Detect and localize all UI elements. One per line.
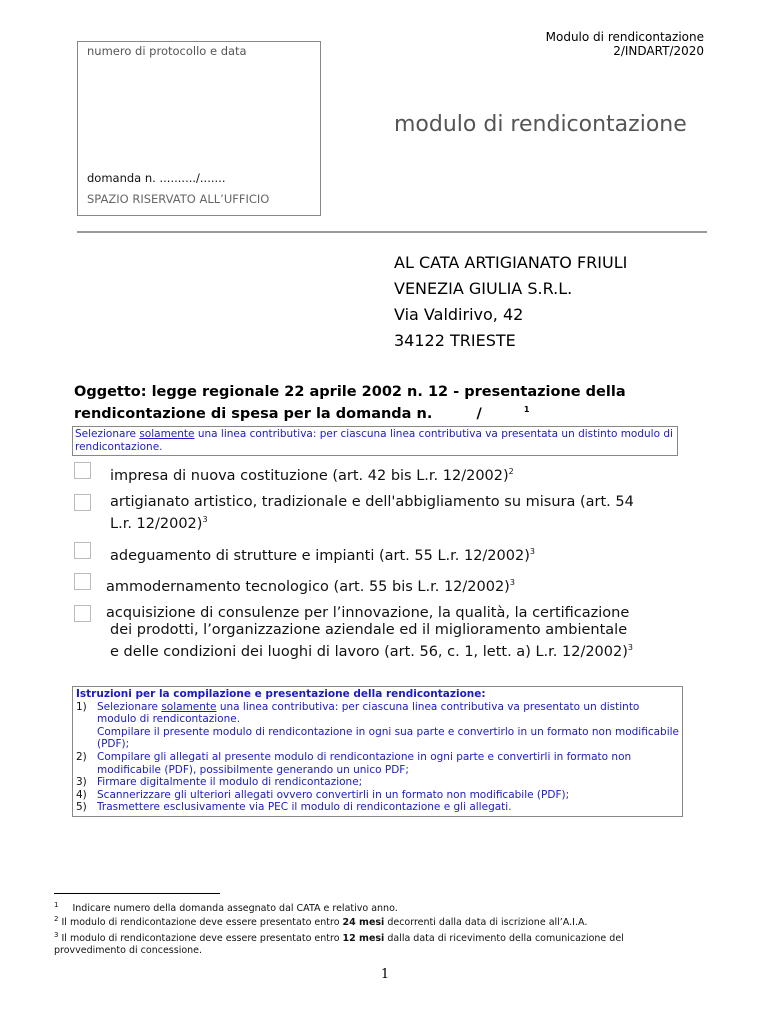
option-text: ammodernamento tecnologico (art. 55 bis L.r. 12/2002) [106, 578, 510, 595]
instruction-text: una linea contributiva: per ciascuna linea contributiva va presentato un distinto modulo di rendicontazione. [97, 700, 640, 726]
footnote-ref: 2 [508, 467, 514, 476]
checkbox-adeguamento[interactable] [74, 542, 91, 559]
option-ammodernamento [106, 574, 515, 596]
footnote-ref: 3 [202, 515, 208, 524]
instruction-text: Compilare il presente modulo di rendicontazione in ogni sua parte e convertirlo in un formato non modificabile (PDF); [97, 725, 679, 751]
footnote-text: Indicare numero della domanda assegnato dal CATA e relativo anno. [72, 903, 398, 915]
address-line-3: Via Valdirivo, 42 [394, 305, 524, 324]
footnote-text: dalla data di ricevimento della comunicazione del provvedimento di concessione. [54, 933, 624, 957]
instruction-number: 1) [76, 700, 87, 713]
instruction-item [76, 801, 679, 814]
instruction-item [76, 789, 679, 802]
instruction-item [76, 701, 679, 726]
address-line-4: 34122 TRIESTE [394, 331, 516, 350]
selection-note-text-end: una linea contributiva: per ciascuna linea contributiva va presentata un distinto modulo di rendicontazione. [75, 428, 673, 453]
subject-line-1: Oggetto: legge regionale 22 aprile 2002 n. 12 - presentazione della [74, 384, 626, 400]
option-text: impresa di nuova costituzione (art. 42 bis L.r. 12/2002) [110, 467, 509, 484]
checkbox-artigianato-artistico[interactable] [74, 494, 91, 511]
option-text: artigianato artistico, tradizionale e dell'abbigliamento su misura (art. 54 [110, 494, 634, 510]
checkbox-consulenze[interactable] [74, 605, 91, 622]
option-text: acquisizione di consulenze per l’innovazione, la qualità, la certificazione [106, 605, 630, 621]
footnote-ref: 3 [509, 578, 515, 587]
instruction-number: 2) [76, 750, 87, 763]
header-line-2: 2/INDART/2020 [613, 44, 704, 58]
page-title: modulo di rendicontazione [394, 112, 687, 137]
option-consulenze [106, 605, 682, 661]
protocol-label: numero di protocollo e data [87, 44, 247, 58]
footnote-3 [54, 929, 694, 957]
instruction-text: Selezionare [97, 700, 162, 713]
footnote-number: 2 [54, 915, 59, 923]
domanda-field: domanda n. ........../....... [87, 171, 226, 185]
footnote-2 [54, 913, 694, 929]
divider [77, 231, 707, 233]
instruction-emphasis: solamente [161, 700, 217, 713]
footnote-text: Il modulo di rendicontazione deve essere presentato entro [61, 917, 343, 929]
selection-note [72, 426, 678, 456]
reserved-office-label: SPAZIO RISERVATO ALL’UFFICIO [87, 192, 270, 206]
selection-note-text: Selezionare [75, 428, 140, 440]
address-line-2: VENEZIA GIULIA S.R.L. [394, 279, 573, 298]
instruction-text: Compilare gli allegati al presente modulo di rendicontazione in ogni parte e convertirli in formato non modificabile (PDF), possibilmente generando un unico PDF; [97, 750, 632, 776]
address-line-1: AL CATA ARTIGIANATO FRIULI [394, 253, 628, 272]
option-adeguamento [110, 543, 535, 565]
header-line-1: Modulo di rendicontazione [545, 30, 704, 44]
protocol-box [77, 41, 321, 216]
instruction-text: Firmare digitalmente il modulo di rendicontazione; [97, 776, 363, 789]
document-code [546, 30, 704, 58]
instruction-number: 5) [76, 801, 87, 814]
instruction-text: Trasmettere esclusivamente via PEC il modulo di rendicontazione e gli allegati. [97, 801, 512, 814]
option-artigianato-artistico [110, 494, 678, 533]
instruction-text: Scannerizzare gli ulteriori allegati ovvero convertirli in un formato non modificabile (PDF); [97, 788, 570, 801]
instruction-item [76, 751, 679, 776]
instruction-number: 3) [76, 776, 87, 789]
option-nuova-costituzione [110, 463, 514, 485]
option-text: e delle condizioni dei luoghi di lavoro (art. 56, c. 1, lett. a) L.r. 12/2002) [110, 643, 628, 660]
footnote-emphasis: 12 mesi [342, 933, 385, 945]
page-number: 1 [380, 967, 390, 982]
subject-slash: / [476, 405, 482, 422]
footnote-text: Il modulo di rendicontazione deve essere presentato entro [61, 933, 343, 945]
footnote-ref-1: 1 [523, 405, 530, 414]
footnote-number: 1 [54, 901, 59, 909]
checkbox-ammodernamento[interactable] [74, 573, 91, 590]
footnote-emphasis: 24 mesi [342, 917, 385, 929]
option-text: adeguamento di strutture e impianti (art. 55 L.r. 12/2002) [110, 547, 530, 564]
footnote-ref: 3 [529, 547, 535, 556]
checkbox-nuova-costituzione[interactable] [74, 462, 91, 479]
footnote-ref: 3 [627, 643, 633, 652]
instruction-item [76, 726, 679, 751]
instruction-number: 4) [76, 788, 87, 801]
option-text: L.r. 12/2002) [110, 515, 203, 532]
instruction-item [76, 776, 679, 789]
footnote-separator [54, 893, 220, 894]
recipient-address [394, 250, 627, 354]
option-text: dei prodotti, l’organizzazione aziendale ed il miglioramento ambientale [110, 622, 628, 638]
instructions-title: Istruzioni per la compilazione e presentazione della rendicontazione: [76, 688, 486, 700]
footnote-number: 3 [54, 931, 59, 939]
subject-line-2: rendicontazione di spesa per la domanda n. [74, 405, 433, 422]
footnote-text: decorrenti dalla data di iscrizione all’A.I.A. [384, 917, 588, 929]
subject [74, 384, 680, 423]
selection-note-emphasis: solamente [139, 428, 195, 440]
instructions-box [72, 686, 683, 817]
